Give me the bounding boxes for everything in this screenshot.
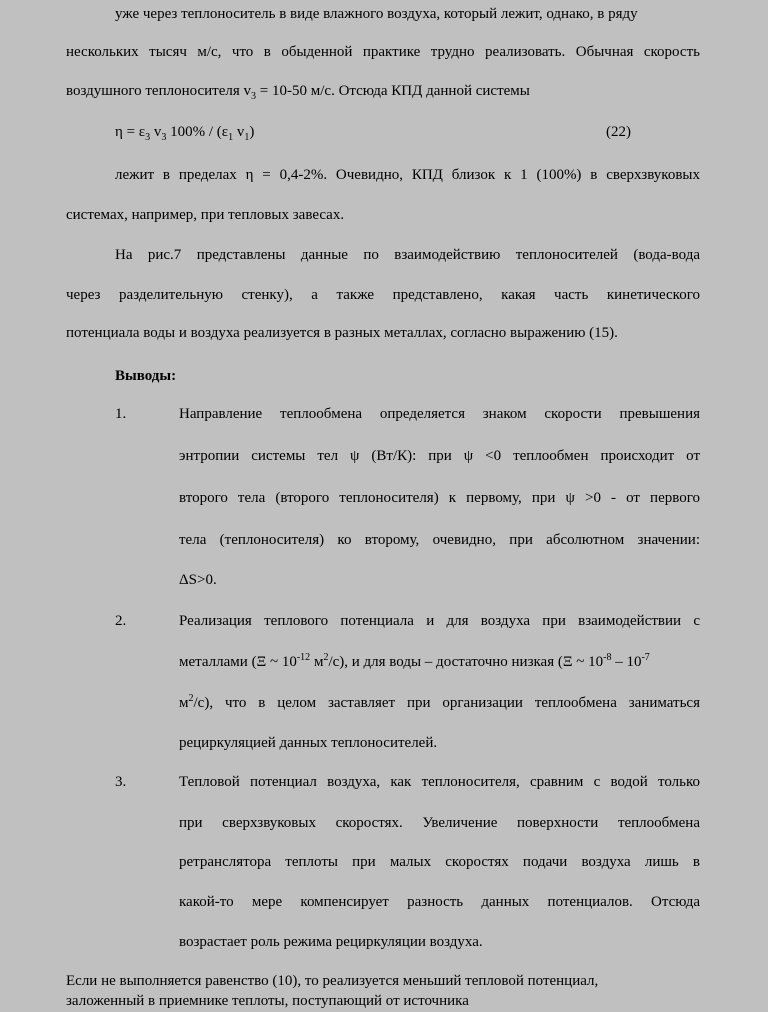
item2-number: 2.: [115, 613, 127, 629]
conclusions-heading: Выводы:: [115, 368, 177, 384]
item3-line4: какой-то мере компенсирует разность данных потенциалов. Отсюда: [179, 894, 700, 910]
item3-number: 3.: [115, 774, 127, 790]
para2-line1: лежит в пределах η = 0,4-2%. Очевидно, КПД близок к 1 (100%) в сверхзвуковых: [115, 167, 700, 183]
item2-line3: $м^2/с$), что в целом заставляет при организации теплообмена заниматься: [179, 693, 700, 711]
item2-line4: рециркуляцией данных теплоносителей.: [179, 735, 438, 751]
para1-line1: уже через теплоноситель в виде влажного воздуха, который лежит, однако, в ряду: [115, 6, 638, 22]
item2-line2: металлами (Ξ ~ $10^{-12}$ $м^2/с$), и для воды – достаточно низкая (Ξ ~ $10^{-8} - 10^{-7}$: [179, 652, 650, 670]
item3-line5: возрастает роль режима рециркуляции воздуха.: [179, 934, 483, 950]
item1-line4: тела (теплоносителя) ко второму, очевидно, при абсолютном значении:: [179, 532, 700, 548]
para1-line3: воздушного теплоносителя $v_3 = 10-50$ м/с. Отсюда КПД данной системы: [66, 83, 530, 102]
para2-line2: системах, например, при тепловых завесах.: [66, 207, 345, 223]
item1-line2: энтропии системы тел ψ (Вт/К): при ψ <0 теплообмен происходит от: [179, 448, 700, 464]
para1-line2: нескольких тысяч м/с, что в обыденной практике трудно реализовать. Обычная скорость: [66, 44, 700, 60]
para3-line3: потенциала воды и воздуха реализуется в разных металлах, согласно выражению (15).: [66, 325, 618, 341]
footer-line2: заложенный в приемнике теплоты, поступающий от источника: [66, 993, 469, 1009]
item1-line3: второго тела (второго теплоносителя) к первому, при ψ >0 - от первого: [179, 490, 700, 506]
equation-22: $\eta = \varepsilon_3$ $v_3$ $100\% / (\varepsilon_1$ $v_1$): [115, 124, 255, 143]
item1-line1: Направление теплообмена определяется знаком скорости превышения: [179, 406, 700, 422]
item1-number: 1.: [115, 406, 127, 422]
equation-number: (22): [606, 124, 631, 140]
item3-line3: ретранслятора теплоты при малых скоростях подачи воздуха лишь в: [179, 854, 700, 870]
item1-line5: ΔS>0.: [179, 572, 217, 588]
item3-line2: при сверхзвуковых скоростях. Увеличение поверхности теплообмена: [179, 815, 700, 831]
footer-line1: Если не выполняется равенство (10), то реализуется меньший тепловой потенциал,: [66, 973, 599, 989]
item2-line1: Реализация теплового потенциала и для воздуха при взаимодействии с: [179, 613, 700, 629]
para3-line1: На рис.7 представлены данные по взаимодействию теплоносителей (вода-вода: [115, 247, 700, 263]
item3-line1: Тепловой потенциал воздуха, как теплоносителя, сравним с водой только: [179, 774, 700, 790]
para3-line2: через разделительную стенку), а также представлено, какая часть кинетического: [66, 287, 700, 303]
